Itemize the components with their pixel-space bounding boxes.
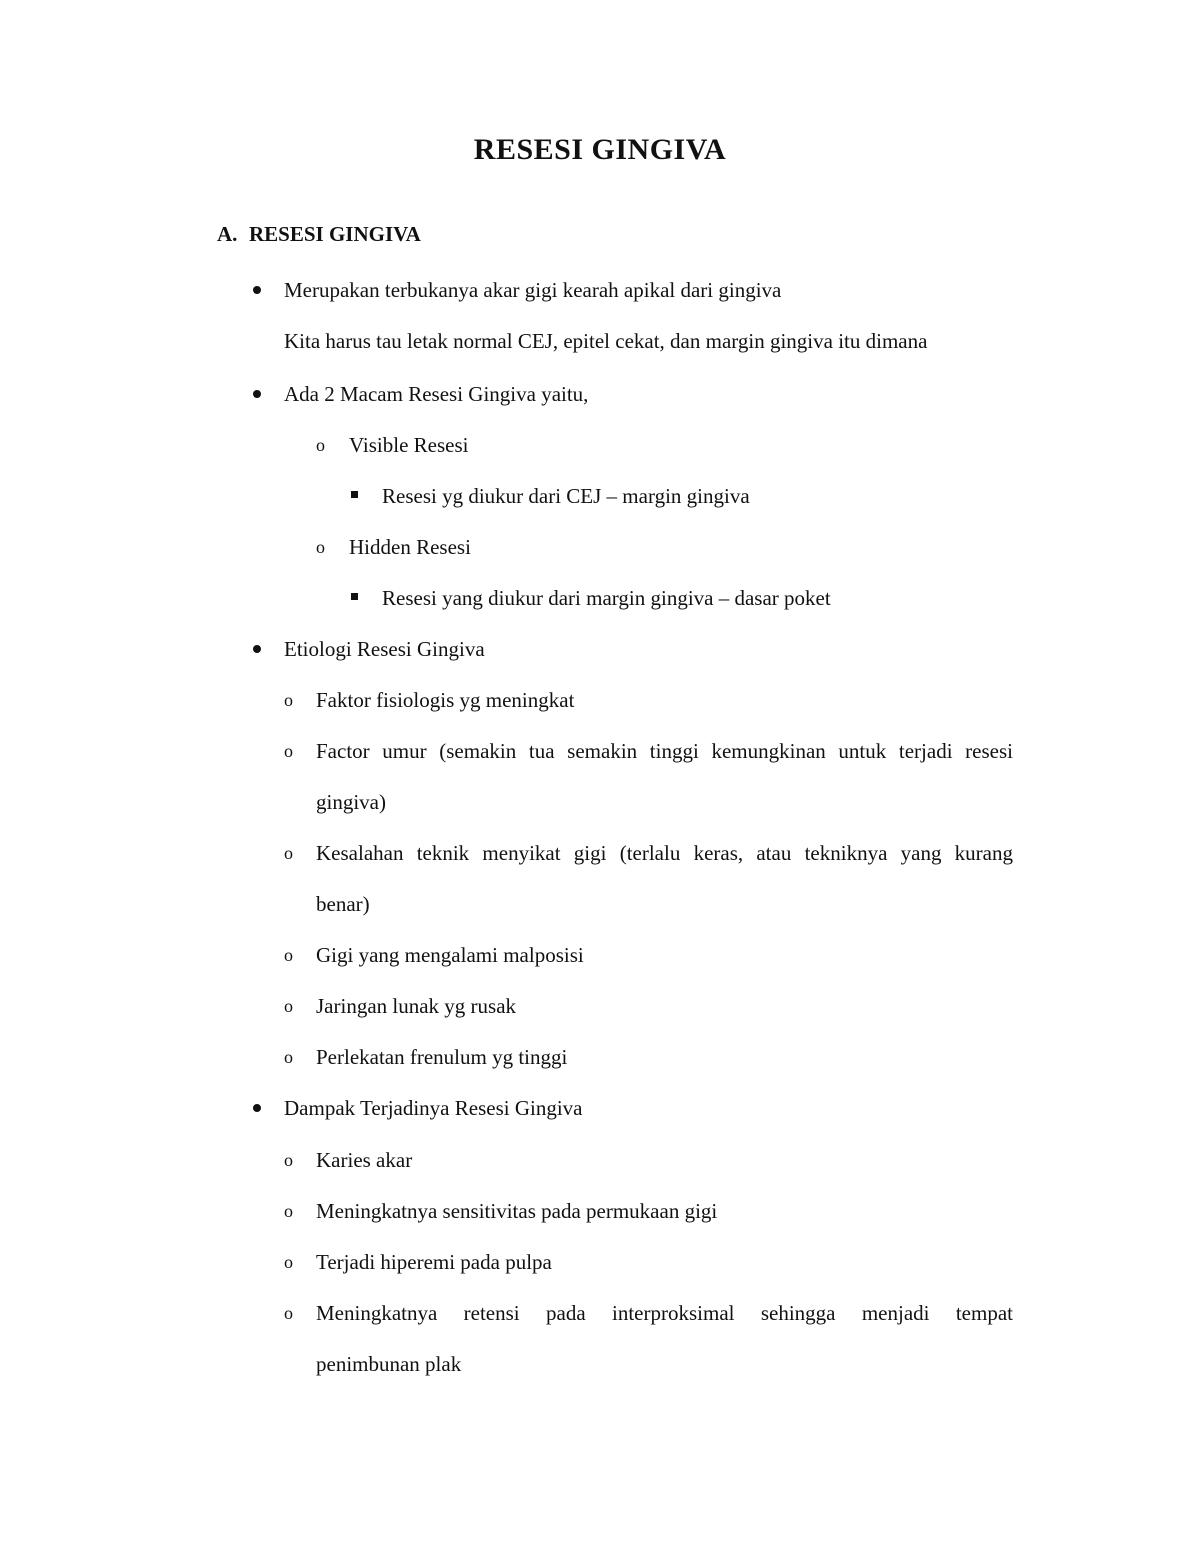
circle-bullet-icon: o <box>284 1047 293 1067</box>
circle-bullet-icon: o <box>284 1150 293 1170</box>
sub-list-item: Hidden Resesi <box>349 535 471 559</box>
sub-list-item-continuation: penimbunan plak <box>316 1352 462 1376</box>
circle-bullet-icon: o <box>284 690 293 710</box>
sub-list-item: Meningkatnya sensitivitas pada permukaan gigi <box>316 1199 718 1223</box>
document-title: RESESI GINGIVA <box>473 133 727 166</box>
section-heading <box>217 222 421 247</box>
section-marker: A. <box>217 222 238 246</box>
circle-bullet-icon: o <box>284 741 293 761</box>
circle-bullet-icon: o <box>284 1252 293 1272</box>
sub-list-item-continuation: benar) <box>316 892 370 916</box>
bullet-icon <box>253 390 261 398</box>
square-bullet-icon <box>351 491 358 498</box>
circle-bullet-icon: o <box>316 537 325 557</box>
circle-bullet-icon: o <box>284 1201 293 1221</box>
circle-bullet-icon: o <box>284 1303 293 1323</box>
sub-list-item: Karies akar <box>316 1148 413 1172</box>
circle-bullet-icon: o <box>316 435 325 455</box>
list-item-continuation: Kita harus tau letak normal CEJ, epitel cekat, dan margin gingiva itu dimana <box>284 329 928 353</box>
sub-list-item: Kesalahan teknik menyikat gigi (terlalu keras, atau tekniknya yang kurang <box>316 841 1013 865</box>
sub-list-item: Meningkatnya retensi pada interproksimal sehingga menjadi tempat <box>316 1301 1013 1325</box>
square-bullet-icon <box>351 593 358 600</box>
sub-sub-list-item: Resesi yang diukur dari margin gingiva – dasar poket <box>382 586 831 610</box>
section-heading-text: RESESI GINGIVA <box>249 222 421 246</box>
circle-bullet-icon: o <box>284 843 293 863</box>
bullet-icon <box>253 1104 261 1112</box>
sub-list-item: Perlekatan frenulum yg tinggi <box>316 1045 568 1069</box>
sub-list-item: Jaringan lunak yg rusak <box>316 994 517 1018</box>
list-item: Dampak Terjadinya Resesi Gingiva <box>284 1096 583 1120</box>
list-item: Ada 2 Macam Resesi Gingiva yaitu, <box>284 382 589 406</box>
sub-list-item: Visible Resesi <box>349 433 469 457</box>
sub-list-item: Faktor fisiologis yg meningkat <box>316 688 575 712</box>
circle-bullet-icon: o <box>284 945 293 965</box>
bullet-icon <box>253 286 261 294</box>
sub-sub-list-item: Resesi yg diukur dari CEJ – margin gingiva <box>382 484 750 508</box>
bullet-icon <box>253 645 261 653</box>
circle-bullet-icon: o <box>284 996 293 1016</box>
list-item: Etiologi Resesi Gingiva <box>284 637 485 661</box>
sub-list-item: Factor umur (semakin tua semakin tinggi kemungkinan untuk terjadi resesi <box>316 739 1013 763</box>
sub-list-item: Gigi yang mengalami malposisi <box>316 943 584 967</box>
list-item: Merupakan terbukanya akar gigi kearah apikal dari gingiva <box>284 278 782 302</box>
sub-list-item: Terjadi hiperemi pada pulpa <box>316 1250 552 1274</box>
sub-list-item-continuation: gingiva) <box>316 790 386 814</box>
